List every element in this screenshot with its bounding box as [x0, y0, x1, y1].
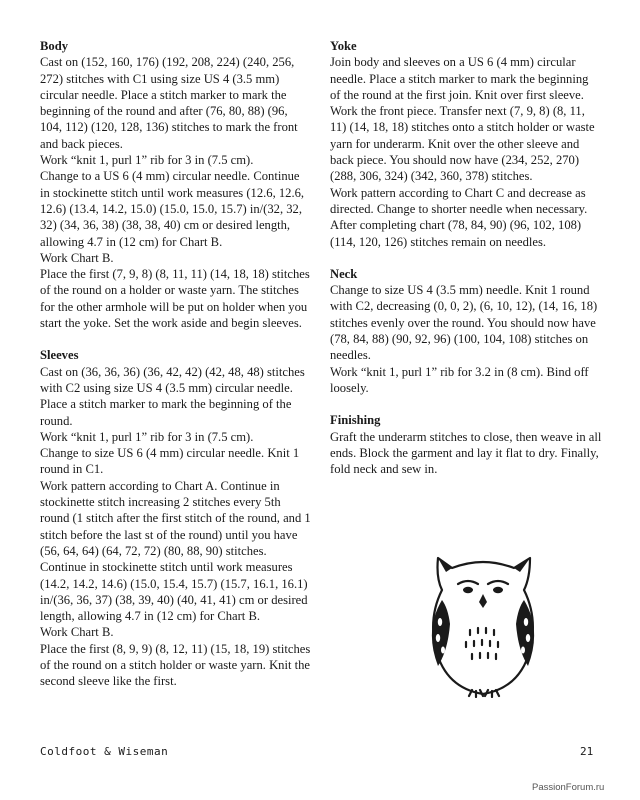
instruction-paragraph: Work Chart B. [40, 250, 114, 265]
instruction-paragraph: Work “knit 1, purl 1” rib for 3.2 in (8 cm). Bind off loosely. [330, 364, 589, 395]
instruction-paragraph: Cast on (36, 36, 36) (36, 42, 42) (42, 48, 48) stitches with C2 using size US 4 (3.5 mm) circular needle. Place a stitch marker to mark the beginning of the round. [40, 364, 305, 428]
footer-credit: Coldfoot & Wiseman [40, 745, 169, 758]
instruction-paragraph: Work pattern according to Chart A. Continue in stockinette stitch increasing 2 stitches every 5th round (1 stitch after the first stitch of the round, and 1 stitch before the last st of the round) until you have (56, 64, 64) (64, 72, 72) (80, 88, 90) stitches. [40, 478, 311, 558]
section-finishing [330, 412, 602, 477]
instruction-paragraph: Work pattern according to Chart C and decrease as directed. Change to shorter needle when necessary. After completing chart (78, 84, 90) (96, 102, 108) (114, 120, 126) stitches remain on needles. [330, 185, 588, 249]
section-heading: Sleeves [40, 348, 79, 363]
instruction-paragraph: Change to a US 6 (4 mm) circular needle. Continue in stockinette stitch until work measures (12.6, 12.6, 12.6) (13.4, 14.2, 15.0) (15.0, 15.0, 15.7) in/(32, 32, 32) (34, 36, 38) (38, 38, 40) cm or desired length, allowing 4.7 in (12 cm) for Chart B. [40, 169, 305, 249]
section-heading: Yoke [330, 39, 357, 53]
instruction-paragraph: Continue in stockinette stitch until work measures (14.2, 14.2, 14.6) (15.0, 15.4, 15.7) (15.7, 16.1, 16.1) in/(36, 36, 37) (38, 39, 40) (40, 41, 41) cm or desired length, allowing 4.7 in (12 cm) for Chart B. [40, 560, 308, 624]
instruction-paragraph: Change to size US 4 (3.5 mm) needle. Knit 1 round with C2, decreasing (0, 0, 2), (6, 10, 12), (14, 16, 18) stitches evenly over the round. You should now have (78, 84, 88) (90, 92, 96) (100, 104, 108) stitches on needles. [330, 283, 598, 363]
instruction-paragraph: Graft the underarm stitches to close, then weave in all ends. Block the garment and lay it flat to dry. Finally, fold neck and sew in. [330, 429, 602, 477]
left-column [40, 38, 312, 706]
instruction-paragraph: Work “knit 1, purl 1” rib for 3 in (7.5 cm). [40, 153, 254, 168]
instruction-paragraph: Place the first (7, 9, 8) (8, 11, 11) (14, 18, 18) stitches of the round on a holder or waste yarn. The stitches for the other armhole will be put on holder when you start the yoke. Set the work aside and begin sleeves. [40, 267, 310, 331]
watermark: PassionForum.ru [532, 782, 605, 793]
section-body [40, 38, 312, 331]
right-column [330, 38, 602, 493]
page-number: 21 [580, 745, 594, 758]
instruction-paragraph: Work Chart B. [40, 625, 114, 640]
section-sleeves [40, 347, 312, 689]
instruction-paragraph: Place the first (8, 9, 9) (8, 12, 11) (15, 18, 19) stitches of the round on a stitch holder or waste yarn. Knit the second sleeve like the first. [40, 641, 311, 689]
owl-icon [408, 538, 558, 698]
instruction-paragraph: Join body and sleeves on a US 6 (4 mm) circular needle. Place a stitch marker to mark the beginning of the round at the first join. Knit over first sleeve. Work the front piece. Transfer next (7, 9, 8) (8, 11, 11) (14, 18, 18) stitches onto a stitch holder or waste yarn for underarm. Knit over the other sleeve and back piece. You should now have (234, 252, 270) (288, 306, 324) (342, 360, 378) stitches. [330, 55, 595, 184]
instruction-paragraph: Work “knit 1, purl 1” rib for 3 in (7.5 cm). [40, 429, 254, 444]
section-neck [330, 266, 602, 396]
instruction-paragraph: Change to size US 6 (4 mm) circular needle. Knit 1 round in C1. [40, 446, 300, 477]
section-heading: Finishing [330, 413, 381, 428]
instruction-paragraph: Cast on (152, 160, 176) (192, 208, 224) (240, 256, 272) stitches with C1 using size US 4 (3.5 mm) circular needle. Place a stitch marker to mark the beginning of the round and after (76, 80, 88) (96, 104, 112) (120, 128, 136) stitches to mark the front and back pieces. [40, 55, 298, 151]
section-heading: Neck [330, 266, 358, 281]
section-yoke [330, 38, 602, 250]
section-heading: Body [40, 39, 68, 53]
